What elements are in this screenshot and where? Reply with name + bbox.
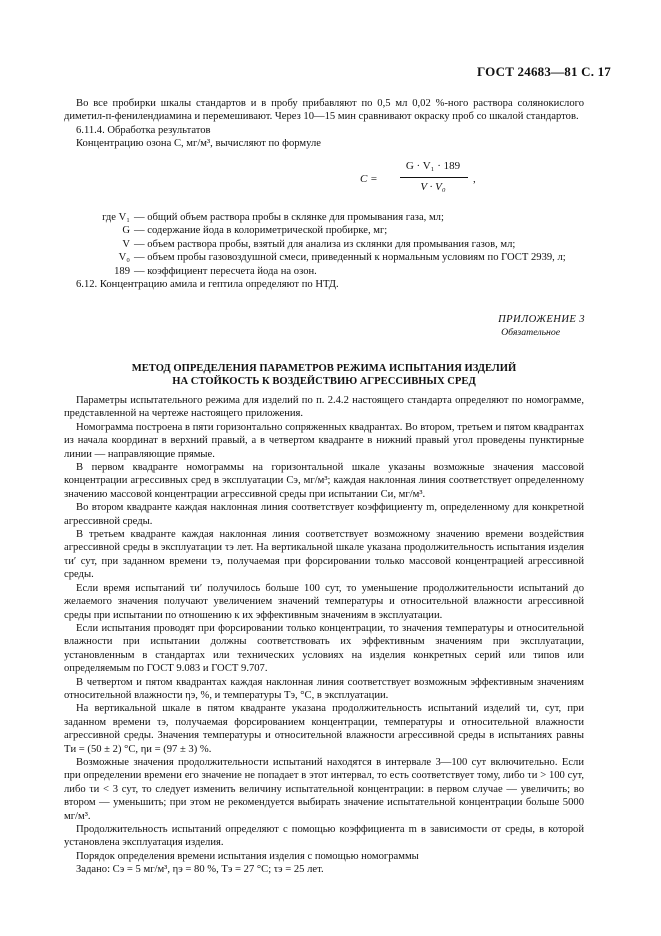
definition-text: — коэффициент пересчета йода на озон.: [134, 265, 317, 277]
definition-symbol: где V₁: [102, 212, 130, 223]
body-paragraph: Порядок определения времени испытания изделия с помощью номограммы: [76, 850, 419, 862]
formula-fraction-bar: [400, 177, 468, 178]
paragraph-6-12: 6.12. Концентрацию амила и гептила определяют по НТД.: [76, 279, 339, 291]
formula-definitions: [64, 211, 584, 291]
definition-symbol: G: [122, 225, 130, 237]
definition-row: [64, 224, 584, 237]
body-paragraph: Если испытания проводят при форсировании только концентрации, то значения температуры и относительной влажности при испытании должны соответствовать их эффективным значениям при эксплуатации, установленным в стандартах или технических условиях на изделия конкретных серий или типов или определяемым по ГОСТ 9.083 и ГОСТ 9.707.: [64, 622, 584, 675]
paragraph-ozone-concentration: Концентрацию озона C, мг/м³, вычисляют по формуле: [76, 138, 321, 150]
ozone-formula: [360, 160, 540, 200]
body-paragraph: Задано: Cэ = 5 мг/м³, ηэ = 80 %, Tэ = 27 °С; τэ = 25 лет.: [76, 864, 324, 876]
definition-text: — общий объем раствора пробы в склянке для промывания газа, мл;: [134, 212, 444, 223]
body-paragraph: На вертикальной шкале в пятом квадранте указана продолжительность испытаний изделий τи, сут, при заданном времени τэ, получаемая форсированием концентрации, температуры и относительной влажности агрессивной среды. Значения температуры и относительной влажности агрессивной среды в испытаниях равны Tи = (50 ± 2) °С, ηи = (97 ± 3) %.: [64, 703, 584, 755]
body-paragraph: В четвертом и пятом квадрантах каждая наклонная линия соответствует возможным эффективным значениям относительной влажности ηэ, %, и температуры Tэ, °С, в эксплуатации.: [64, 676, 584, 701]
definition-text: — объем раствора пробы, взятый для анализа из склянки для промывания газов, мл;: [134, 238, 516, 250]
body-paragraph: Если время испытаний τи′ получилось больше 100 сут, то уменьшение продолжительности испытаний до желаемого значения получают увеличением значений температуры и относительной влажности агрессивной среды при испытании по отношению к их эффективным значениям в эксплуатации.: [64, 582, 584, 621]
body-paragraph: Номограмма построена в пяти горизонтально сопряженных квадрантах. Во втором, третьем и пятом квадрантах из начала координат в верхний правый, а в четвертом квадранте в нижний правый угол проведены пунктирные линии — направляющие прямые.: [64, 421, 584, 460]
body-paragraph: Возможные значения продолжительности испытаний находятся в интервале 3—100 сут включительно. Если при определении времени его значение не попадает в этот интервал, то есть соответствует тому, либо τи > 100 сут, либо τи < 3 сут, то следует изменить величину испытательной концентрации: в первом случае — увеличить; во втором — уменьшить; при этом не рекомендуется выбирать значение испытательной концентрации больше 5000 мг/м³.: [64, 756, 584, 822]
definition-row: [64, 265, 584, 278]
body-paragraph: Продолжительность испытаний определяют с помощью коэффициента m в зависимости от среды, в которой установлена эксплуатация изделия.: [64, 824, 584, 849]
body-paragraph: Во втором квадранте каждая наклонная линия соответствует коэффициенту m, определенному для конкретной агрессивной среды.: [64, 502, 584, 527]
appendix-label: ПРИЛОЖЕНИЕ 3: [498, 314, 585, 325]
definition-symbol: 189: [114, 265, 130, 277]
definition-row: [64, 251, 584, 264]
formula-lhs: C =: [360, 173, 378, 185]
appendix-title-line: НА СТОЙКОСТЬ К ВОЗДЕЙСТВИЮ АГРЕССИВНЫХ СРЕД: [172, 376, 476, 387]
paragraph-reagent: Во все пробирки шкалы стандартов и в пробу прибавляют по 0,5 мл 0,02 %-ного раствора солянокислого диметил-п-фенилендиамина и перемешивают. Через 10—15 мин сравнивают окраску проб со шкалой стандартов.: [64, 98, 584, 123]
appendix-body: [64, 394, 584, 877]
definition-text: — содержание йода в колориметрической пробирке, мг;: [134, 225, 388, 237]
body-paragraph: В третьем квадранте каждая наклонная линия соответствует возможному значению времени воздействия агрессивной среды в эксплуатации τэ лет. На вертикальной шкале указана продолжительность испытания изделия τи′ сут, при заданном времени τэ, получаемая при форсировании только массовой концентрацией агрессивной среды.: [64, 529, 584, 581]
definition-row: [64, 211, 584, 224]
formula-denominator: V · V₀: [420, 181, 446, 193]
appendix-status: Обязательное: [501, 327, 561, 338]
definition-symbol: V: [122, 238, 130, 250]
formula-comma: ,: [473, 173, 476, 185]
appendix-title-line: МЕТОД ОПРЕДЕЛЕНИЯ ПАРАМЕТРОВ РЕЖИМА ИСПЫТАНИЯ ИЗДЕЛИЙ: [131, 363, 517, 374]
appendix-label-block: [498, 313, 585, 339]
definition-symbol: V₀: [118, 252, 130, 264]
top-text-block: [64, 97, 584, 151]
page-header: ГОСТ 24683—81 С. 17: [477, 64, 611, 79]
formula-numerator: G · V₁ · 189: [405, 160, 461, 172]
section-heading-results: 6.11.4. Обработка результатов: [76, 124, 211, 136]
body-paragraph: Параметры испытательного режима для изделий по п. 2.4.2 настоящего стандарта определяют по номограмме, представленной на чертеже настоящего приложения.: [64, 395, 584, 420]
body-paragraph: В первом квадранте номограммы на горизонтальной шкале указаны возможные значения массовой концентрации агрессивных сред в эксплуатации Cэ, мг/м³; каждая наклонная линия соответствует определенному значению массовой концентрации агрессивной среды при испытании Cи, мг/м³.: [64, 462, 584, 500]
definition-text: — объем пробы газовоздушной смеси, приведенный к нормальным условиям по ГОСТ 2939, л;: [134, 252, 566, 264]
definition-row: [64, 238, 584, 251]
appendix-title: [64, 362, 584, 388]
